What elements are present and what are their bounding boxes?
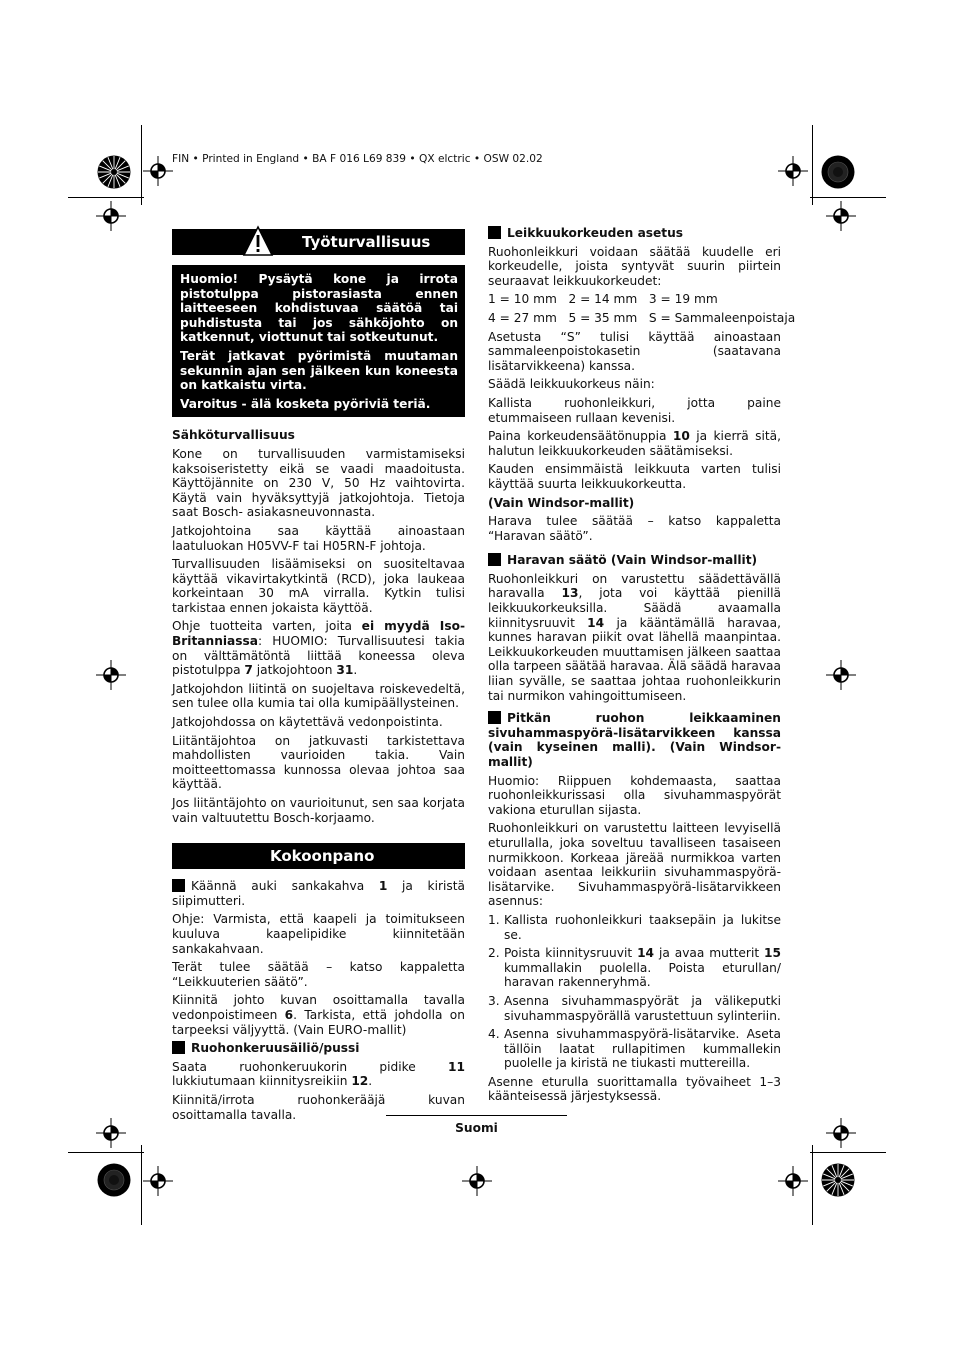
paragraph: Jos liitäntäjohto on vaurioitunut, sen saa korjata vain valtuutettu Bosch-korjaamo. <box>172 796 465 825</box>
registration-mark-icon <box>826 660 856 690</box>
subheading-grassbox: Ruohonkeruusäiliö/pussi <box>172 1041 465 1056</box>
paragraph: Harava tulee säätää – katso kappaletta “Haravan säätö”. <box>488 514 781 543</box>
paragraph: Asenne eturulla suorittamalla työvaiheet 1–3 käänteisessä järjestyksessä. <box>488 1074 781 1104</box>
assembly-steps-list <box>488 913 781 1071</box>
print-info-header: FIN • Printed in England • BA F 016 L69 839 • QX elctric • OSW 02.02 <box>172 153 543 165</box>
warning-box <box>172 265 465 417</box>
crop-line <box>68 197 144 198</box>
left-column <box>172 229 465 1126</box>
warning-text: Huomio! Pysäytä kone ja irrota pistotulppa pistorasiasta ennen laitteeseen kohdistuvaa säätöä tai puhdistusta tai jos sähköjohto on katkennut, viottunut tai sotkeutunut. <box>180 272 458 345</box>
star-target-icon <box>821 1163 855 1197</box>
step-marker-icon <box>172 879 185 892</box>
paragraph: Ruohonleikkuri on varustettu laitteen levyisellä eturullalla, joka soveltuu tavalliseen tasaiseen nurmikkoon. Korkeaa järeää nurmikkoa varten voidaan asentaa leikkuriin sivuhammaspyörä-lisätarvike. Sivuhammaspyörä-lisätarvikkeen asennus: <box>488 821 781 909</box>
paragraph: Kallista ruohonleikkuri, jotta paine etummaiseen rullaan kevenisi. <box>488 395 781 425</box>
crop-line <box>812 1145 813 1225</box>
paragraph: Säädä leikkuukorkeus näin: <box>488 377 655 392</box>
subheading-cutting-height: Leikkuukorkeuden asetus <box>488 226 781 241</box>
paragraph: Asetusta “S” tulisi käyttää ainoastaan sammaleenpoistokasetin (saatavana lisätarvikkeena) kanssa. <box>488 329 781 373</box>
list-item: 2. Poista kiinnitysruuvit 14 ja avaa mutterit 15 kummallakin puolella. Poista eturullan/ haravan rakenneryhmä. <box>488 946 782 990</box>
registration-mark-icon <box>778 1166 808 1196</box>
registration-mark-icon <box>462 1166 492 1196</box>
subheading-long-grass: Pitkän ruohon leikkaaminen sivuhammaspyörä-lisätarvikkeen kanssa (vain kyseinen malli). (Vain Windsor-mallit) <box>488 711 781 769</box>
paragraph: Kone on turvallisuuden varmistamiseksi kaksoiseristetty eikä se vaadi maadoitusta. Käyttöjännite on 230 V, 50 Hz vaihtovirta. Käytä vain hyväksyttyjä jatkojohtoja. Tietoja saat Bosch- asiakasneuvonnasta. <box>172 446 465 520</box>
paragraph: Ohje: Varmista, että kaapeli ja toimitukseen kuuluva kaapelipidike kiinnitetään sankakahvaan. <box>172 912 465 956</box>
crop-line <box>68 1152 144 1153</box>
right-column <box>488 226 796 1108</box>
paragraph: Käännä auki sankakahva 1 ja kiristä siipimutteri. <box>172 879 465 908</box>
paragraph: Ruohonleikkuri voidaan säätää kuudelle eri korkeudelle, joista syntyvät suurin piirtein seuraavat leikkuukorkeudet: <box>488 244 781 288</box>
registration-mark-icon <box>778 156 808 186</box>
paragraph: Jatkojohdossa on käytettävä vedonpoistinta. <box>172 715 443 730</box>
warning-text: Varoitus - älä kosketa pyöriviä teriä. <box>180 396 431 411</box>
paragraph: Terät tulee säätää – katso kappaletta “Leikkuuterien säätö”. <box>172 960 465 989</box>
subheading-rake: Haravan säätö (Vain Windsor-mallit) <box>488 553 781 568</box>
registration-mark-icon <box>96 660 126 690</box>
warning-text: Terät jatkavat pyörimistä muutaman sekunnin ajan sen jälkeen kun koneesta on katkaistu virta. <box>180 348 458 393</box>
subheading-electrical-safety: Sähköturvallisuus <box>172 428 295 443</box>
crop-line <box>141 125 142 205</box>
crop-line <box>812 125 813 205</box>
paragraph: Liitäntäjohtoa on jatkuvasti tarkistettava mahdollisten vaurioiden takia. Vain moitteettomassa kunnossa olevaa johtoa saa käyttää. <box>172 733 465 792</box>
paragraph: Saata ruohonkeruukorin pidike 11 lukkiutumaan kiinnitysreikiin 12. <box>172 1059 465 1089</box>
list-item: 3. Asenna sivuhammaspyörät ja välikeputki sivuhammaspyörällä varustettuun sylinteriin. <box>488 993 781 1023</box>
section-title-text: Kokoonpano <box>270 847 375 866</box>
paragraph: Huomio: Riippuen kohdemaasta, saattaa ruohonleikkurissasi olla sivuhammaspyörät vakiona eturullan sijasta. <box>488 773 781 817</box>
paragraph: Ohje tuotteita varten, joita ei myydä Iso-Britanniassa: HUOMIO: Turvallisuutesi takia on välttämätöntä liittää koneessa oleva pistotulppa 7 jatkojohtoon 31. <box>172 619 465 678</box>
page-footer-language: Suomi <box>386 1115 567 1136</box>
list-item: 4. Asenna sivuhammaspyörä-lisätarvike. Aseta tällöin laatat rullapitimen kummallekin puolelle ja kiristä ne tiukasti muttereilla. <box>488 1027 781 1071</box>
density-target-icon <box>821 155 855 189</box>
paragraph: Paina korkeudensäätönuppia 10 ja kierrä sitä, halutun leikkuukorkeuden säätämiseksi. <box>488 429 781 458</box>
paragraph: Jatkojohdon liitintä on suojeltava roiskevedeltä, sen tulee olla kumia tai olla kumipäällysteinen. <box>172 681 465 711</box>
paragraph: Jatkojohtoina saa käyttää ainoastaan laatuluokan H05VV-F tai H05RN-F johtoja. <box>172 523 465 553</box>
step-marker-icon <box>172 1041 185 1054</box>
warning-icon <box>242 225 274 257</box>
step-marker-icon <box>488 553 501 566</box>
section-title-assembly <box>172 843 465 869</box>
registration-mark-icon <box>143 156 173 186</box>
paragraph: Turvallisuuden lisäämiseksi on suositeltavaa käyttää vikavirtakytkintä (RCD), joka laukeaa korkeintaan 30 mA virralla. Kytkin tulisi tarkistaa ennen jokaista käyttöä. <box>172 557 465 615</box>
height-values: 1 = 10 mm 2 = 14 mm 3 = 19 mm <box>488 292 718 307</box>
registration-mark-icon <box>143 1166 173 1196</box>
registration-mark-icon <box>96 1118 126 1148</box>
section-title-safety <box>172 229 465 255</box>
registration-mark-icon <box>826 1118 856 1148</box>
crop-line <box>810 1152 886 1153</box>
registration-mark-icon <box>96 201 126 231</box>
paragraph: Ruohonleikkuri on varustettu säädettävällä haravalla 13, jota voi käyttää pienillä leikkuukorkeuksilla. Säädä avaamalla kiinnitysruuvit 14 ja kääntämällä haravaa, kunnes haravan piikit ovat lähellä maanpintaa. Leikkuukorkeuden muuttamisen jälkeen saattaa olla tarpeen säätää haravaa. Älä säädä haravaa liian syvälle, se saattaa johtaa ruohonleikkurin tai nurmikon vahingoittumiseen. <box>488 571 781 703</box>
paragraph: Kiinnitä/irrota ruohonkerääjä kuvan osoittamalla tavalla. <box>172 1092 465 1122</box>
paragraph: Kiinnitä johto kuvan osoittamalla tavalla vedonpoistimeen 6. Tarkista, että johdolla on tarpeeksi väljyyttä. (Vain EURO-mallit) <box>172 993 465 1037</box>
model-note: (Vain Windsor-mallit) <box>488 495 635 510</box>
registration-mark-icon <box>826 201 856 231</box>
crop-line <box>810 197 886 198</box>
paragraph: Kauden ensimmäistä leikkuuta varten tulisi käyttää suurta leikkuukorkeutta. <box>488 462 781 491</box>
density-target-icon <box>97 1163 131 1197</box>
step-marker-icon <box>488 226 501 239</box>
height-values: 4 = 27 mm 5 = 35 mm S = Sammaleenpoistaja <box>488 310 796 325</box>
crop-line <box>141 1145 142 1225</box>
step-marker-icon <box>488 711 501 724</box>
section-title-text: Työturvallisuus <box>302 233 431 251</box>
list-item: 1. Kallista ruohonleikkuri taaksepäin ja lukitse se. <box>488 912 781 942</box>
star-target-icon <box>97 155 131 189</box>
